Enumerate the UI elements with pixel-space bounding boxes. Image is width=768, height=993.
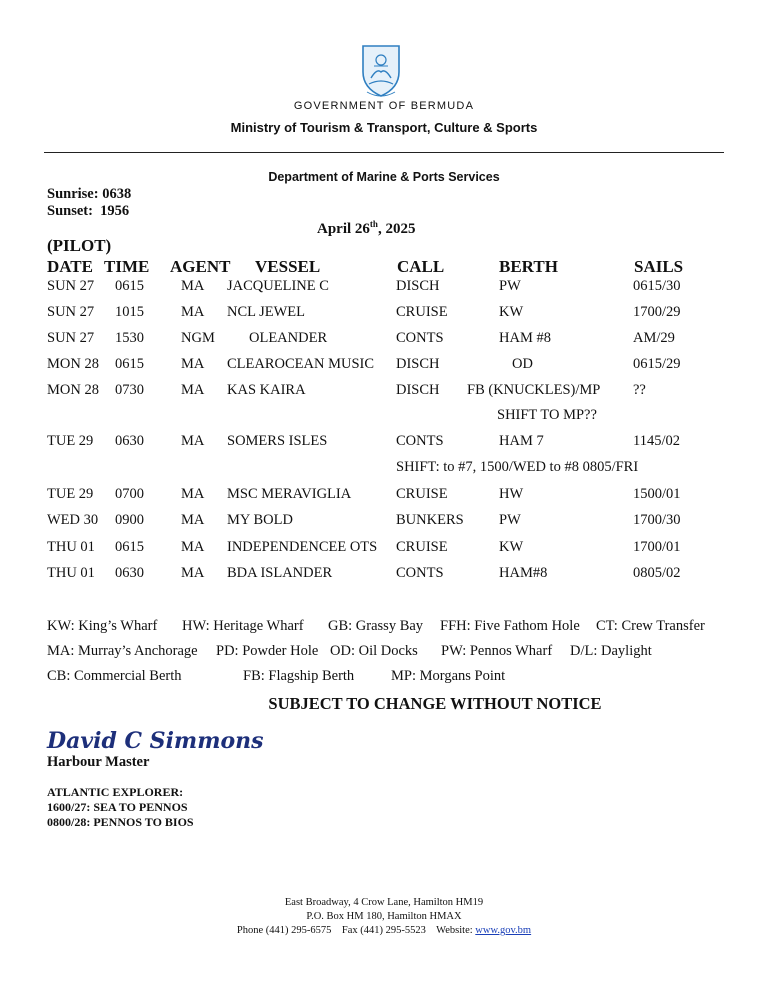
vessel-cell: INDEPENDENCEE OTS	[227, 539, 378, 555]
vessel-cell: MSC MERAVIGLIA	[227, 486, 352, 502]
date-cell: MON 28	[47, 382, 99, 398]
time-cell: 0900	[115, 512, 144, 528]
sails-column-header: SAILS	[634, 257, 684, 276]
agent-cell: MA	[181, 433, 205, 449]
sails-cell: 1145/02	[633, 433, 680, 449]
call-cell: CONTS	[396, 330, 444, 346]
date-cell: SUN 27	[47, 330, 95, 346]
time-column-header: TIME	[104, 257, 150, 276]
berth-column-header: BERTH	[499, 257, 558, 276]
sails-cell: 0805/02	[633, 565, 681, 581]
notes-title: ATLANTIC EXPLORER:	[47, 785, 184, 799]
sails-cell: 0615/29	[633, 356, 681, 372]
berth-cell: PW	[499, 278, 521, 294]
date-cell: THU 01	[47, 565, 95, 581]
legend-dl: D/L: Daylight	[570, 643, 652, 659]
time-cell: 1015	[115, 304, 144, 320]
berth-cell: HAM#8	[499, 565, 548, 581]
vessel-cell: CLEAROCEAN MUSIC	[227, 356, 375, 372]
sails-cell: 1700/01	[633, 539, 681, 555]
time-cell: 0615	[115, 356, 144, 372]
sails-cell: 1700/30	[633, 512, 681, 528]
legend-ffh: FFH: Five Fathom Hole	[440, 618, 580, 634]
call-cell: CRUISE	[396, 304, 448, 320]
berth-cell: HAM #8	[499, 330, 551, 346]
ministry-title: Ministry of Tourism & Transport, Culture & Sports	[230, 120, 538, 135]
sunrise-time: Sunrise: 0638	[47, 186, 132, 202]
call-cell: CRUISE	[396, 539, 448, 555]
berth-cell: KW	[499, 539, 524, 555]
berth-cell: OD	[512, 356, 533, 372]
harbour-master-signature: David C Simmons	[47, 728, 264, 754]
time-cell: 0700	[115, 486, 144, 502]
call-cell: DISCH	[396, 356, 440, 372]
legend-pw: PW: Pennos Wharf	[441, 643, 553, 659]
report-date: April 26th, 2025	[317, 219, 416, 237]
footer-address: East Broadway, 4 Crow Lane, Hamilton HM19	[284, 897, 484, 908]
agent-cell: MA	[181, 512, 205, 528]
date-cell: THU 01	[47, 539, 95, 555]
vessel-cell: OLEANDER	[249, 330, 328, 346]
legend-gb: GB: Grassy Bay	[328, 618, 424, 634]
time-cell: 0615	[115, 278, 144, 294]
date-cell: SUN 27	[47, 278, 95, 294]
sails-cell: ??	[633, 382, 646, 398]
legend-cb: CB: Commercial Berth	[47, 668, 182, 684]
time-cell: 0630	[115, 565, 144, 581]
call-cell: DISCH	[396, 382, 440, 398]
date-cell: TUE 29	[47, 486, 94, 502]
agent-cell: MA	[181, 356, 205, 372]
date-cell: SUN 27	[47, 304, 95, 320]
date-cell: WED 30	[47, 512, 99, 528]
date-column-header: DATE	[47, 257, 93, 276]
berth-cell: KW	[499, 304, 524, 320]
sails-cell: 1500/01	[633, 486, 681, 502]
legend-ma: MA: Murray’s Anchorage	[47, 643, 198, 659]
notes-line: 1600/27: SEA TO PENNOS	[47, 800, 188, 814]
vessel-cell: KAS KAIRA	[227, 382, 306, 398]
government-title: GOVERNMENT OF BERMUDA	[293, 100, 475, 112]
vessel-cell: JACQUELINE C	[227, 278, 329, 294]
department-title: Department of Marine & Ports Services	[268, 170, 500, 184]
agent-cell: MA	[181, 486, 205, 502]
vessel-cell: BDA ISLANDER	[227, 565, 333, 581]
date-cell: TUE 29	[47, 433, 94, 449]
change-notice: SUBJECT TO CHANGE WITHOUT NOTICE	[268, 694, 602, 713]
call-cell: CONTS	[396, 433, 444, 449]
legend-kw: KW: King’s Wharf	[47, 618, 158, 634]
agent-column-header: AGENT	[170, 257, 231, 276]
call-cell: DISCH	[396, 278, 440, 294]
agent-cell: MA	[181, 304, 205, 320]
row-note: SHIFT: to #7, 1500/WED to #8 0805/FRI	[396, 459, 639, 475]
legend-pd: PD: Powder Hole	[216, 643, 319, 659]
vessel-cell: SOMERS ISLES	[227, 433, 328, 449]
sails-cell: AM/29	[633, 330, 675, 346]
website-link[interactable]: www.gov.bm	[475, 925, 532, 936]
call-cell: BUNKERS	[396, 512, 464, 528]
time-cell: 0630	[115, 433, 144, 449]
harbour-master-title: Harbour Master	[47, 754, 150, 770]
legend-mp: MP: Morgans Point	[391, 668, 506, 684]
pilot-header: (PILOT)	[47, 236, 112, 255]
legend-fb: FB: Flagship Berth	[243, 668, 355, 684]
vessel-cell: NCL JEWEL	[227, 304, 305, 320]
footer-contact: Phone (441) 295-6575 Fax (441) 295-5523 Website: www.gov.bm	[236, 925, 532, 936]
legend-hw: HW: Heritage Wharf	[182, 618, 304, 634]
agent-cell: NGM	[181, 330, 215, 346]
call-cell: CONTS	[396, 565, 444, 581]
date-cell: MON 28	[47, 356, 99, 372]
call-column-header: CALL	[397, 257, 445, 276]
sunset-time: Sunset: 1956	[47, 203, 130, 219]
notes-line: 0800/28: PENNOS TO BIOS	[47, 815, 194, 829]
vessel-cell: MY BOLD	[227, 512, 293, 528]
sails-cell: 1700/29	[633, 304, 681, 320]
call-cell: CRUISE	[396, 486, 448, 502]
time-cell: 0730	[115, 382, 144, 398]
legend-ct: CT: Crew Transfer	[596, 618, 705, 634]
berth-cell: PW	[499, 512, 521, 528]
vessel-column-header: VESSEL	[255, 257, 321, 276]
agent-cell: MA	[181, 565, 205, 581]
row-note: SHIFT TO MP??	[497, 407, 597, 423]
berth-cell: HAM 7	[499, 433, 544, 449]
berth-cell: HW	[499, 486, 524, 502]
sails-cell: 0615/30	[633, 278, 681, 294]
bermuda-crest-logo	[357, 42, 405, 100]
footer-pobox: P.O. Box HM 180, Hamilton HMAX	[306, 911, 462, 922]
time-cell: 0615	[115, 539, 144, 555]
time-cell: 1530	[115, 330, 144, 346]
agent-cell: MA	[181, 278, 205, 294]
agent-cell: MA	[181, 539, 205, 555]
legend-od: OD: Oil Docks	[330, 643, 418, 659]
agent-cell: MA	[181, 382, 205, 398]
header-divider	[44, 152, 724, 153]
berth-cell: FB (KNUCKLES)/MP	[467, 382, 601, 398]
